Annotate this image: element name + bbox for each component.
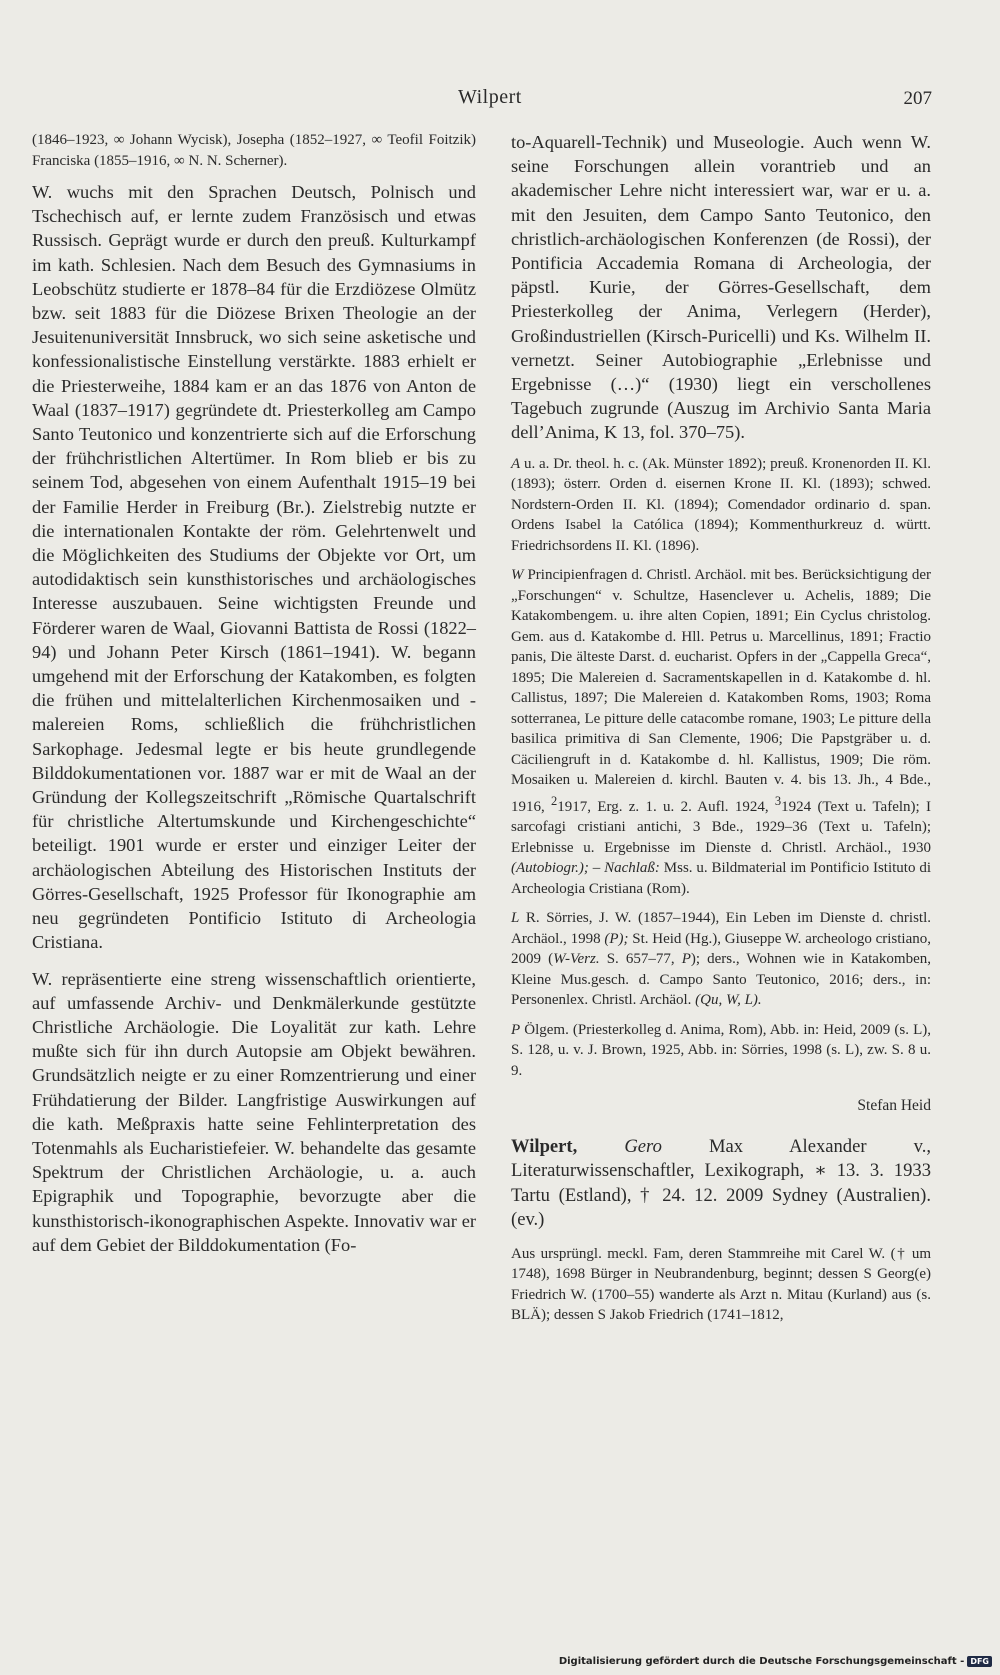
literature-italic: W-Verz. [553,951,600,968]
awards-text: u. a. Dr. theol. h. c. (Ak. Münster 1892); preuß. Kronenorden II. Kl. (1893); österr. Orden d. eisernen Krone II. Kl. (1893); schwed. Nordstern-Orden II. Kl. (1894); Comendador ordinario d. span. Ordens Isabel la Católica (1894); Kommenthurkreuz d. württ. Friedrichsordens II. Kl. (1896). [511,455,931,554]
assessment-continued: to-Aquarell-Technik) und Museologie. Auch wenn W. seine Forschungen allein vorantrieb und an akademischer Lehre nicht interessiert war, war er u. a. mit den Jesuiten, dem Campo Santo Teutonico, den christlich-archäologischen Konferenzen (de Rossi), der Pontificia Accademia Romana di Archeologia, der päpstl. Kurie, der Görres-Gesellschaft, dem Priesterkolleg der Anima, Verlegern (Herder), Großindustriellen (Kirsch-Puricelli) und Ks. Wilhelm II. vernetzt. Seiner Autobiographie „Erlebnisse und Ergebnisse (…)“ (1930) liegt ein verschollenes Tagebuch zugrunde (Auszug im Archivio Santa Maria dell’Anima, K 13, fol. 370–75). [511,132,931,443]
author-signature: Stefan Heid [857,1097,931,1115]
works-edition-sup: 3 [774,793,782,808]
left-column [32,130,476,1257]
page-number: 207 [903,88,932,109]
literature-italic: P [681,951,691,968]
entry-body: Aus ursprüngl. meckl. Fam, deren Stammreihe mit Carel W. († um 1748), 1698 Bürger in Neubrandenburg, beginnt; dessen S Georg(e) Friedrich W. (1700–55) wanderte als Arzt n. Mitau (Kurland) aus (s. BLÄ); dessen S Jakob Friedrich (1741–1812, [511,1245,931,1324]
literature-italic: (Qu, W, L). [695,992,762,1009]
dfg-logo-icon: DFG [967,1656,992,1667]
literature-italic: (P); [604,930,629,947]
works-section [511,565,931,899]
portrait-text: Ölgem. (Priesterkolleg d. Anima, Rom), Abb. in: Heid, 2009 (s. L), S. 128, u. v. J. Brown, 1925, Abb. in: Sörries, 1998 (s. L), zw. S. 8 u. 9. [511,1021,931,1079]
entry-surname: Wilpert, [511,1136,578,1158]
assessment-paragraph: W. repräsentierte eine streng wissenschaftlich orientierte, auf umfassende Archiv- und Denkmälerkunde gestützte Christliche Archäologie. Die Loyalität zur kath. Lehre mußte sich für ihn durch Autopsie am Objekt bewähren. Grundsätzlich neigte er zu einer Romzentrierung und einer Frühdatierung der Bilder. Langfristige Auswirkungen auf die kath. Meßpraxis hatte seine Fehlinterpretation des Totenmahls als Eucharistiefeier. W. behandelte das gesamte Spektrum der Christlichen Archäologie, u. a. auch Epigraphik und Topographie, bevorzugte aber die kunsthistorisch-ikonographischen Aspekte. Innovativ war er auf dem Gebiet der Bilddokumentation (Fo- [32,968,476,1255]
entry-heading-text: Max Alexander v., Literaturwissenschaftler, Lexikograph, ∗ 13. 3. 1933 Tartu (Estland), † 24. 12. 2009 Sydney (Australien). (ev.) [511,1136,931,1230]
portrait-section [511,1020,931,1082]
family-note: (1846–1923, ∞ Johann Wycisk), Josepha (1852–1927, ∞ Teofil Foitzik) Franciska (1855–1916, ∞ N. N. Scherner). [32,132,476,169]
right-column [511,130,931,1326]
portrait-lead: P [511,1021,521,1038]
awards-section [511,454,931,557]
biography-paragraph: W. wuchs mit den Sprachen Deutsch, Polnisch und Tschechisch auf, er lernte zudem Französisch und etwas Russisch. Geprägt wurde er durch den preuß. Kulturkampf im kath. Schlesien. Nach dem Besuch des Gymnasiums in Leobschütz studierte er 1878–84 für die Erzdiözese Olmütz bzw. seit 1883 für die Diözese Brixen Theologie an der Jesuitenuniversität Innsbruck, wo sich seine asketische und konfessionalistische Einstellung verstärkte. 1883 erhielt er die Priesterweihe, 1884 kam er an das 1876 von Anton de Waal (1837–1917) gegründete dt. Priesterkolleg am Campo Santo Teutonico und konzentrierte sich auf die Erforschung der frühchristlichen Altertümer. In Rom blieb er bis zu seinem Tod, abgesehen von einem Aufenthalt 1915–19 bei der Familie Herder in Freiburg (Br.). Zielstrebig nutzte er die internationalen Kontakte der röm. Gelehrtenwelt und die Möglichkeiten des Studiums der Objekte vor Ort, um autodidaktisch sein kunsthistorisches und archäologisches Interesse auszubauen. Seine wichtigsten Freunde und Förderer waren de Waal, Giovanni Battista de Rossi (1822–94) und Johann Peter Kirsch (1861–1941). W. begann umgehend mit der Erforschung der Katakomben, es folgten die frühen und mittelalterlichen Kirchenmosaiken und -malereien Roms, schließlich die frühchristlichen Sarkophage. Jedesmal legte er bis heute grundlegende Bilddokumentationen vor. 1887 war er mit de Waal an der Gründung der Kollegszeitschrift „Römische Quartalschrift für christliche Altertumskunde und Kirchengeschichte“ beteiligt. 1901 wurde er erster und einziger Leiter der archäologischen Abteilung des Historischen Instituts der Görres-Gesellschaft, 1925 Professor für Ikonographie am neu gegründeten Pontificio Istituto di Archeologia Cristiana. [32,182,476,953]
works-text: Mss. u. Bildmaterial im Pontificio Istituto di Archeologia Cristiana (Rom). [511,860,931,897]
works-edition-sup: 2 [551,793,558,808]
footer-credit [559,1656,992,1667]
works-text: 1917, Erg. z. 1. u. 2. Aufl. 1924, [557,798,775,815]
works-text: 1924 (Text u. Tafeln); I sarcofagi cristiani antichi, 3 Bde., 1929–36 (Text u. Tafeln); Erlebnisse u. Ergebnisse im Dienste d. Christl. Archäol., 1930 [511,798,931,856]
footer-text: Digitalisierung gefördert durch die Deutsche Forschungsgemeinschaft - [558,1656,965,1667]
literature-section [511,908,931,1011]
works-text: Principienfragen d. Christl. Archäol. mit bes. Berücksichtigung der „Forschungen“ v. Schultze, Hasenclever u. Achelis, 1889; Die Katakombengem. u. ihre alten Copien, 1891; Ein Cyclus christolog. Gem. aus d. Katakombe d. Hll. Petrus u. Marcellinus, 1891; Fractio panis, Die älteste Darst. d. eucharist. Opfers in der „Cappella Greca“, 1895; Die Malereien d. Sacramentskapellen in d. Katakombe d. hl. Callistus, 1897; Die Malereien d. Katakomben Roms, 1903; Roma sotterranea, Le pitture delle catacombe romane, 1903; Le pitture della basilica primitiva di San Clemente, 1906; Die Papstgräber u. d. Cäciliengruft in d. Katakombe d. hl. Kallistus, 1909; Die röm. Mosaiken u. Malereien d. kirchl. Bauten v. 4. bis 13. Jh., 4 Bde., 1916, [511,567,931,815]
works-lead: W [511,567,524,584]
literature-text: St. Heid (Hg.), Giuseppe W. archeologo cristiano, 2009 ( [511,930,931,968]
entry-heading [511,1135,931,1232]
entry-given-name: Gero [624,1136,662,1158]
literature-text: S. 657–77, [599,951,682,968]
running-title: Wilpert [458,86,522,108]
literature-text: ); ders., Wohnen wie in Katakomben, Kleine Mus.gesch. d. Campo Santo Teutonico, 2016; ders., in: Personenlex. Christl. Archäol. [511,951,931,1009]
works-italic: (Autobiogr.); – Nachlaß: [511,860,660,877]
literature-lead: L [511,910,520,927]
awards-lead: A [511,455,521,472]
literature-text: R. Sörries, J. W. (1857–1944), Ein Leben im Dienste d. christl. Archäol., 1998 [511,910,931,947]
